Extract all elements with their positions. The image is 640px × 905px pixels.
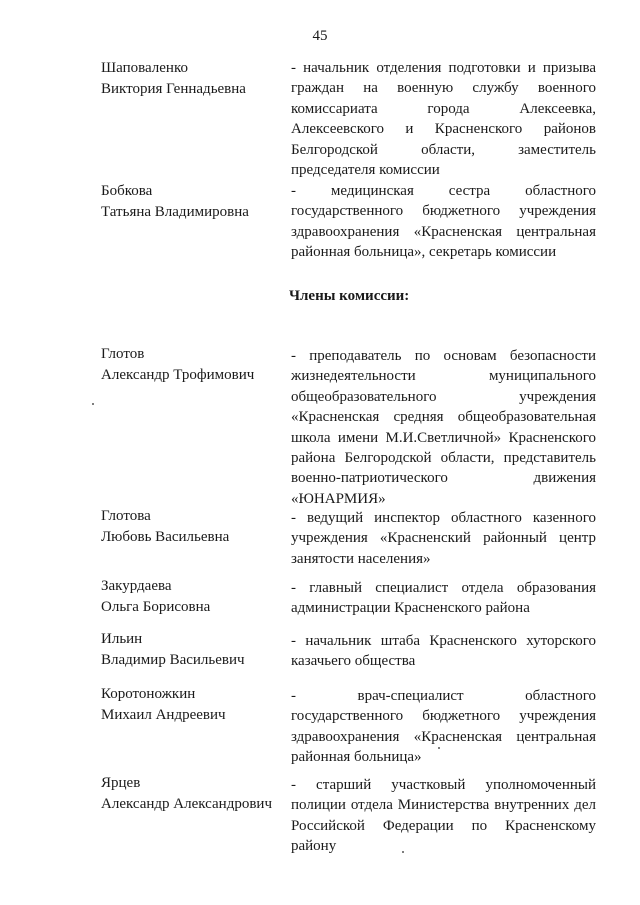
scan-speck bbox=[92, 403, 94, 405]
first-names: Владимир Васильевич bbox=[101, 652, 245, 668]
first-names: Михаил Андреевич bbox=[101, 707, 226, 723]
last-name: Глотова bbox=[101, 508, 151, 524]
section-heading-members: Члены комиссии: bbox=[289, 288, 410, 304]
last-name: Глотов bbox=[101, 346, 145, 362]
person-name bbox=[101, 576, 281, 618]
first-names: Татьяна Владимировна bbox=[101, 204, 249, 220]
person-role-description: - главный специалист отдела образования администрации Красненского района bbox=[291, 580, 596, 617]
person-name bbox=[101, 684, 281, 726]
person-role-description: - ведущий инспектор областного казенного учреждения «Красненский районный центр занятости населения» bbox=[291, 510, 596, 567]
scan-speck bbox=[438, 747, 440, 749]
person-role-description: - преподаватель по основам безопасности жизнедеятельности муниципального общеобразовательного учреждения «Красненская средняя общеобразовательная школа имени М.И.Светличной» Красненского района Белгородской области, представитель военно-патриотического движения «ЮНАРМИЯ» bbox=[291, 348, 596, 507]
last-name: Шаповаленко bbox=[101, 60, 188, 76]
scan-speck bbox=[402, 851, 404, 853]
person-name bbox=[101, 506, 281, 548]
person-role-description: - старший участковый уполномоченный полиции отдела Министерства внутренних дел Российской Федерации по Красненскому району bbox=[291, 777, 596, 855]
person-role-description: - врач-специалист областного государственного бюджетного учреждения здравоохранения «Красненская центральная районная больница» bbox=[291, 688, 596, 766]
first-names: Ольга Борисовна bbox=[101, 599, 211, 615]
person-name bbox=[101, 58, 281, 100]
person-name bbox=[101, 629, 281, 671]
person-name bbox=[101, 773, 281, 815]
last-name: Ярцев bbox=[101, 775, 141, 791]
last-name: Коротоножкин bbox=[101, 686, 196, 702]
page-number: 45 bbox=[312, 28, 328, 44]
first-names: Виктория Геннадьевна bbox=[101, 81, 246, 97]
first-names: Александр Трофимович bbox=[101, 367, 255, 383]
person-role-description: - медицинская сестра областного государственного бюджетного учреждения здравоохранения «Красненская центральная районная больница», секретарь комиссии bbox=[291, 183, 596, 261]
last-name: Ильин bbox=[101, 631, 143, 647]
first-names: Любовь Васильевна bbox=[101, 529, 230, 545]
person-name bbox=[101, 181, 281, 223]
person-role-description: - начальник штаба Красненского хуторского казачьего общества bbox=[291, 633, 596, 670]
first-names: Александр Александрович bbox=[101, 796, 272, 812]
last-name: Закурдаева bbox=[101, 578, 172, 594]
person-name bbox=[101, 344, 281, 386]
last-name: Бобкова bbox=[101, 183, 153, 199]
person-role-description: - начальник отделения подготовки и призыва граждан на военную службу военного комиссариата города Алексеевка, Алексеевского и Красненского районов Белгородской области, заместитель председателя комиссии bbox=[291, 60, 596, 179]
